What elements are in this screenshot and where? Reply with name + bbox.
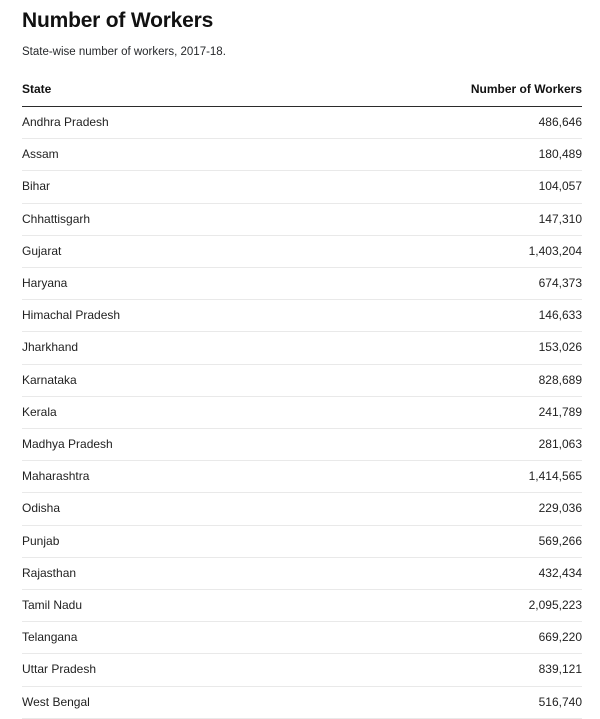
- table-row: [22, 332, 582, 364]
- cell-state: West Bengal: [22, 686, 358, 718]
- table-row: [22, 493, 582, 525]
- table-row: [22, 171, 582, 203]
- cell-state: Rajasthan: [22, 557, 358, 589]
- cell-workers: 146,633: [358, 300, 582, 332]
- cell-state: Karnataka: [22, 364, 358, 396]
- table-row: [22, 300, 582, 332]
- table-row: [22, 364, 582, 396]
- column-header-workers[interactable]: Number of Workers: [358, 82, 582, 107]
- table-row: [22, 654, 582, 686]
- cell-state: Himachal Pradesh: [22, 300, 358, 332]
- table-row: [22, 203, 582, 235]
- cell-state: Telangana: [22, 622, 358, 654]
- cell-workers: 486,646: [358, 107, 582, 139]
- cell-state: Uttar Pradesh: [22, 654, 358, 686]
- table-body: [22, 107, 582, 719]
- cell-state: Andhra Pradesh: [22, 107, 358, 139]
- table-row: [22, 525, 582, 557]
- cell-state: Bihar: [22, 171, 358, 203]
- page-subtitle: State-wise number of workers, 2017-18.: [22, 46, 226, 58]
- cell-state: Gujarat: [22, 235, 358, 267]
- table-row: [22, 139, 582, 171]
- cell-workers: 281,063: [358, 429, 582, 461]
- cell-state: Jharkhand: [22, 332, 358, 364]
- cell-state: Kerala: [22, 396, 358, 428]
- cell-workers: 153,026: [358, 332, 582, 364]
- cell-state: Punjab: [22, 525, 358, 557]
- cell-state: Maharashtra: [22, 461, 358, 493]
- cell-state: Odisha: [22, 493, 358, 525]
- cell-workers: 516,740: [358, 686, 582, 718]
- cell-workers: 569,266: [358, 525, 582, 557]
- cell-workers: 669,220: [358, 622, 582, 654]
- column-header-state[interactable]: State: [22, 82, 358, 107]
- table-row: [22, 557, 582, 589]
- cell-workers: 229,036: [358, 493, 582, 525]
- cell-state: Assam: [22, 139, 358, 171]
- table-row: [22, 590, 582, 622]
- table-row: [22, 235, 582, 267]
- cell-workers: 1,403,204: [358, 235, 582, 267]
- table-row: [22, 461, 582, 493]
- cell-workers: 828,689: [358, 364, 582, 396]
- workers-table: [22, 82, 582, 719]
- cell-state: Chhattisgarh: [22, 203, 358, 235]
- cell-workers: 674,373: [358, 268, 582, 300]
- cell-workers: 180,489: [358, 139, 582, 171]
- table-row: [22, 622, 582, 654]
- cell-workers: 104,057: [358, 171, 582, 203]
- cell-workers: 1,414,565: [358, 461, 582, 493]
- cell-workers: 839,121: [358, 654, 582, 686]
- cell-workers: 2,095,223: [358, 590, 582, 622]
- table-header: [22, 82, 582, 107]
- table-row: [22, 268, 582, 300]
- cell-workers: 147,310: [358, 203, 582, 235]
- table-row: [22, 107, 582, 139]
- table-row: [22, 396, 582, 428]
- table-header-row: [22, 82, 582, 107]
- cell-state: Tamil Nadu: [22, 590, 358, 622]
- cell-state: Haryana: [22, 268, 358, 300]
- table-row: [22, 429, 582, 461]
- cell-workers: 432,434: [358, 557, 582, 589]
- cell-workers: 241,789: [358, 396, 582, 428]
- cell-state: Madhya Pradesh: [22, 429, 358, 461]
- table-row: [22, 686, 582, 718]
- page-title: Number of Workers: [22, 9, 214, 32]
